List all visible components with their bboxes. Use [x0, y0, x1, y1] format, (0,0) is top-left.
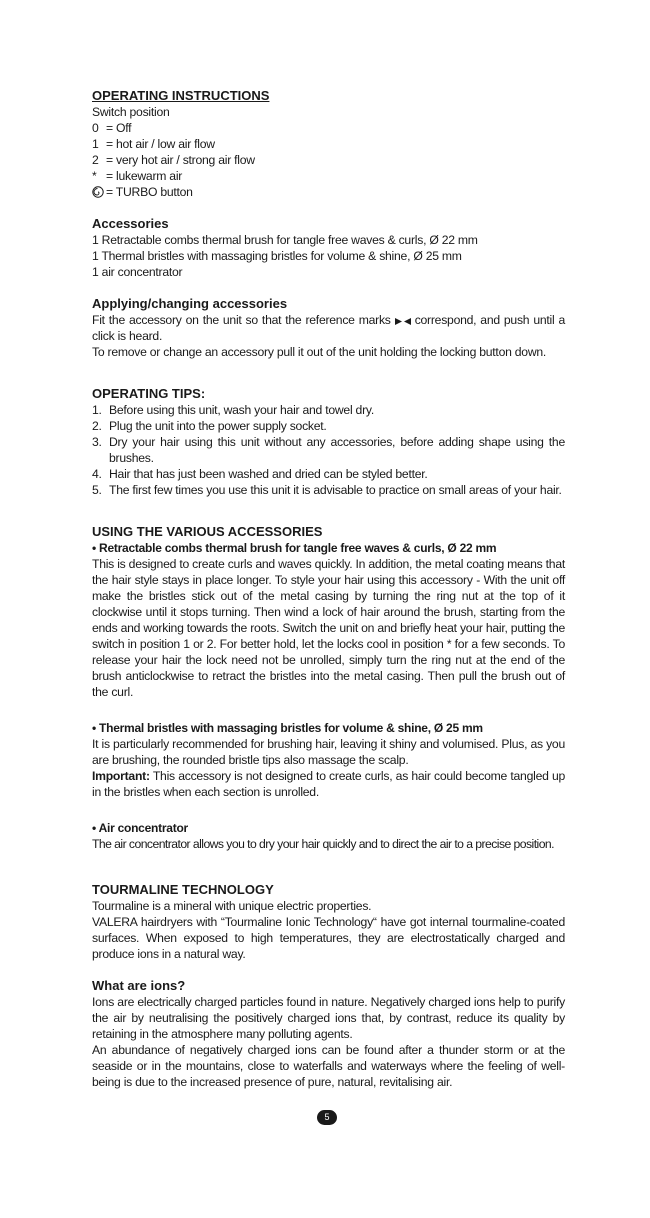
- list-item: [92, 482, 565, 498]
- tip-text: Dry your hair using this unit without any accessories, before adding shape using the brushes.: [109, 435, 565, 465]
- tip-text: Hair that has just been washed and dried can be styled better.: [109, 467, 428, 481]
- switch-position-item: [92, 120, 565, 136]
- tourmaline-heading: TOURMALINE TECHNOLOGY: [92, 882, 274, 897]
- accessory-item: 1 air concentrator: [92, 265, 183, 279]
- accessory-1-text: This is designed to create curls and waves quickly. In addition, the metal coating means that the hair style stays in place longer. To style your hair using this accessory - With the unit off make the bristles stick out of the metal casing by turning the ring nut at the top of it clockwise until it stops turning. Then wind a lock of hair around the brush, starting from the ends and working towards the roots. Switch the unit on and briefly heat your hair, putting the switch in position 1 or 2. For better hold, let the locks cool in position * for a few seconds. To release your hair the lock need not be unrolled, simply turn the ring nut at the end of the brush anticlockwise to retract the bristles into the metal casing. Then pull the brush out of the curl.: [92, 557, 565, 699]
- tip-number: 4.: [92, 467, 102, 481]
- accessory-1-title: • Retractable combs thermal brush for tangle free waves & curls, Ø 22 mm: [92, 541, 497, 555]
- switch-key: 2: [92, 153, 99, 167]
- tourmaline-paragraph-1: Tourmaline is a mineral with unique electric properties.: [92, 899, 372, 913]
- accessory-2-title: • Thermal bristles with massaging bristles for volume & shine, Ø 25 mm: [92, 721, 483, 735]
- applying-text-before: Fit the accessory on the unit so that the reference marks: [92, 313, 391, 327]
- applying-paragraph-2: To remove or change an accessory pull it out of the unit holding the locking button down.: [92, 345, 547, 359]
- list-item: [92, 418, 565, 434]
- important-text: This accessory is not designed to create curls, as hair could become tangled up in the bristles when each section is unrolled.: [92, 769, 565, 799]
- applying-text-after: correspond, and push until a click is heard.: [92, 313, 565, 343]
- list-item: [92, 466, 565, 482]
- tip-text: The first few times you use this unit it is advisable to practice on small areas of your hair.: [109, 483, 562, 497]
- tips-list: [92, 402, 565, 498]
- accessory-item: 1 Retractable combs thermal brush for tangle free waves & curls, Ø 22 mm: [92, 233, 478, 247]
- tip-number: 3.: [92, 435, 102, 449]
- accessory-3-title: • Air concentrator: [92, 821, 188, 835]
- accessory-2-text: It is particularly recommended for brushing hair, leaving it shiny and volumised. Plus, as you are brushing, the rounded bristle tips also massage the scalp.: [92, 737, 565, 767]
- operating-tips-heading: OPERATING TIPS:: [92, 386, 206, 401]
- switch-desc: = lukewarm air: [106, 169, 183, 183]
- turbo-spiral-icon: [92, 184, 106, 200]
- accessory-item: 1 Thermal bristles with massaging bristles for volume & shine, Ø 25 mm: [92, 249, 462, 263]
- switch-key: 0: [92, 121, 99, 135]
- tip-number: 5.: [92, 483, 102, 497]
- tip-number: 1.: [92, 403, 102, 417]
- switch-key: 1: [92, 137, 99, 151]
- switch-desc: = Off: [106, 121, 132, 135]
- tip-text: Plug the unit into the power supply socket.: [109, 419, 327, 433]
- ions-heading: What are ions?: [92, 978, 186, 993]
- switch-position-item: [92, 136, 565, 152]
- turbo-item: [92, 184, 565, 200]
- switch-position-label: Switch position: [92, 105, 170, 119]
- tip-text: Before using this unit, wash your hair and towel dry.: [109, 403, 374, 417]
- applying-paragraph-1: [92, 312, 565, 344]
- list-item: [92, 402, 565, 418]
- ions-paragraph-2: An abundance of negatively charged ions can be found after a thunder storm or at the seaside or in the mountains, close to waterfalls and waterways where the feeling of well-being is due to the increased presence of pure, natural, revitalising air.: [92, 1043, 565, 1089]
- applying-heading: Applying/changing accessories: [92, 296, 288, 311]
- tourmaline-paragraph-2: VALERA hairdryers with “Tourmaline Ionic Technology“ have got internal tourmaline-coated surfaces. When exposed to high temperatures, they are electrostatically charged and produce ions in a natural way.: [92, 915, 565, 961]
- accessory-3-text: The air concentrator allows you to dry your hair quickly and to direct the air to a precise position.: [92, 837, 554, 851]
- tip-number: 2.: [92, 419, 102, 433]
- switch-key: *: [92, 169, 97, 183]
- switch-desc: = hot air / low air flow: [106, 137, 215, 151]
- list-item: [92, 434, 565, 466]
- important-label: Important:: [92, 769, 150, 783]
- manual-page: [92, 88, 565, 1090]
- reference-marks-icon: [395, 313, 411, 327]
- switch-positions-list: [92, 120, 565, 200]
- accessories-heading: Accessories: [92, 216, 169, 231]
- ions-paragraph-1: Ions are electrically charged particles found in nature. Negatively charged ions help to purify the air by neutralising the positively charged ions that, by contrast, reduce its quality by retaining in the atmosphere many polluting agents.: [92, 995, 565, 1041]
- turbo-desc: = TURBO button: [106, 185, 193, 199]
- switch-position-item: [92, 168, 565, 184]
- switch-position-item: [92, 152, 565, 168]
- various-accessories-heading: USING THE VARIOUS ACCESSORIES: [92, 524, 323, 539]
- page-number: 5: [317, 1110, 337, 1125]
- accessory-2-important: [92, 768, 565, 800]
- operating-instructions-heading: OPERATING INSTRUCTIONS: [92, 88, 270, 103]
- switch-desc: = very hot air / strong air flow: [106, 153, 255, 167]
